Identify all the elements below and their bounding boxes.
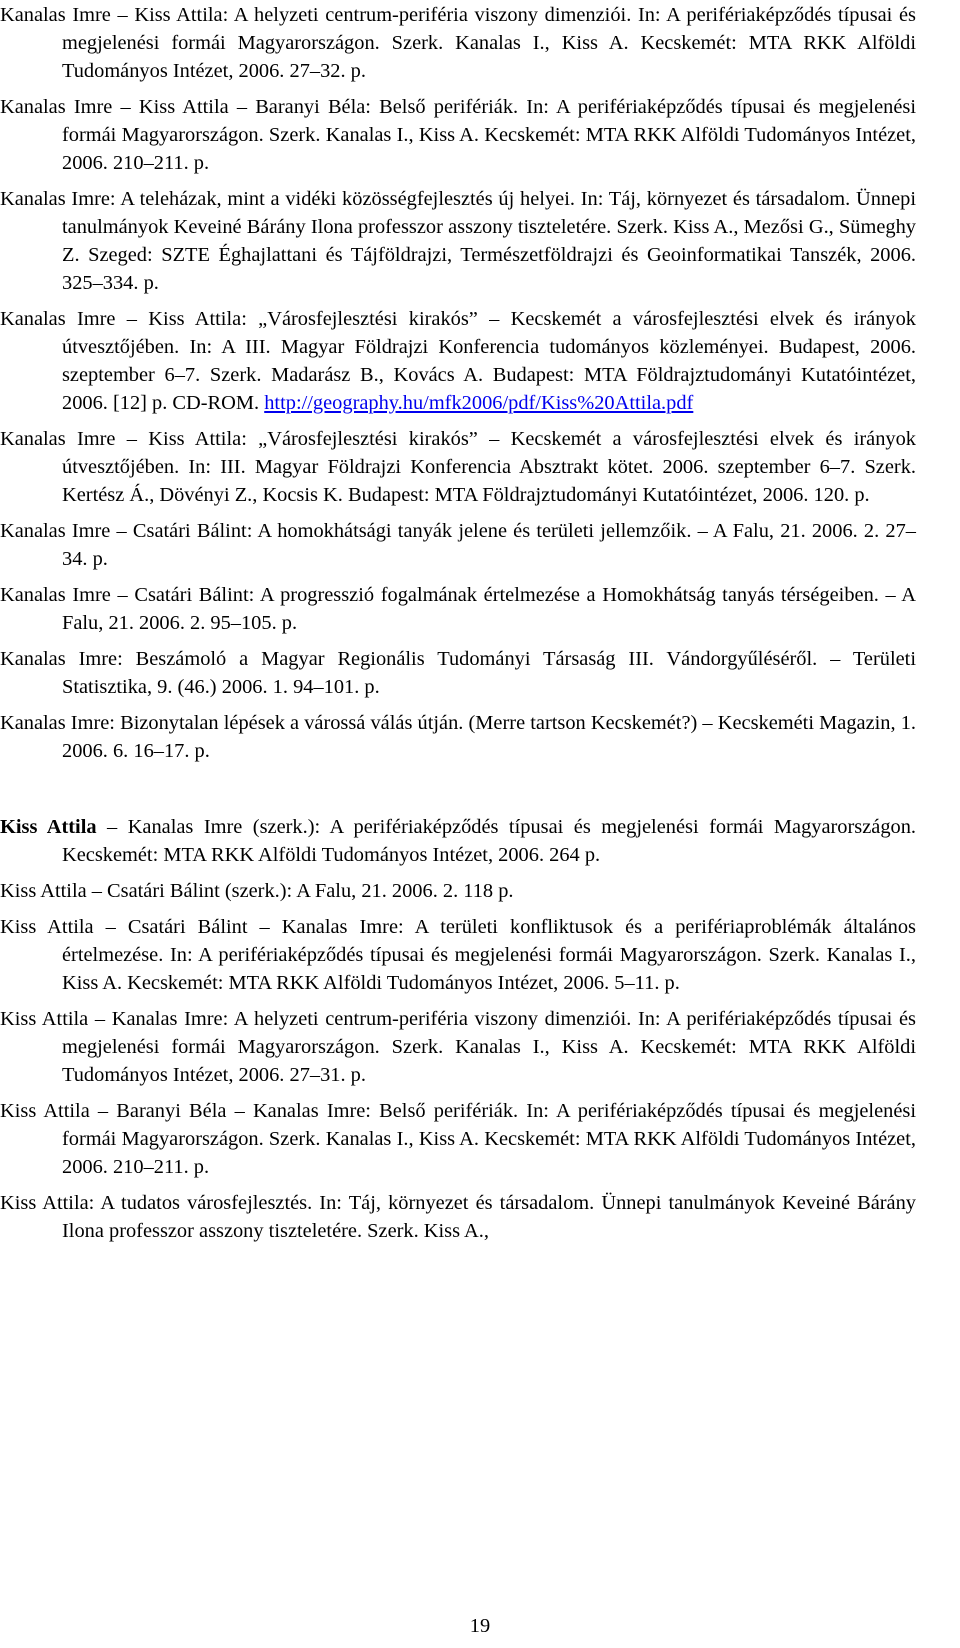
page-number: 19 [469, 1615, 491, 1637]
reference-text: Kanalas Imre – Kiss Attila – Baranyi Béla: Belső perifériák. In: A perifériaképződés típusai és megjelenési formái Magyarországon. Szerk. Kanalas I., Kiss A. Kecskemét: MTA RKK Alföldi Tudományos Intézet, 2006. 210–211. p. [0, 96, 916, 174]
reference-text: Kanalas Imre: Beszámoló a Magyar Regionális Tudományi Társaság III. Vándorgyűléséről. – Területi Statisztika, 9. (46.) 2006. 1. 94–101. p. [0, 648, 916, 698]
reference-entry [0, 1189, 916, 1245]
reference-text: Kanalas Imre – Kiss Attila: „Városfejlesztési kirakós” – Kecskemét a városfejlesztési elvek és irányok útvesztőjében. In: III. Magyar Földrajzi Konferencia Absztrakt kötet. 2006. szeptember 6–7. Szerk. Kertész Á., Dövényi Z., Kocsis K. Budapest: MTA Földrajztudományi Kutatóintézet, 2006. 120. p. [0, 428, 916, 506]
reference-text: Kanalas Imre – Csatári Bálint: A homokhátsági tanyák jelene és területi jellemzőik. – A Falu, 21. 2006. 2. 27–34. p. [0, 520, 916, 570]
reference-text: Kanalas Imre – Kiss Attila: „Városfejlesztési kirakós” – Kecskemét a városfejlesztési elvek és irányok útvesztőjében. In: A III. Magyar Földrajzi Konferencia tudományos közleményei. Budapest, 2006. szeptember 6–7. Szerk. Madarász B., Kovács A. Budapest: MTA Földrajztudományi Kutatóintézet, 2006. [12] p. CD-ROM. [0, 308, 916, 414]
reference-text: Kanalas Imre: Bizonytalan lépések a várossá válás útján. (Merre tartson Kecskemét?) – Kecskeméti Magazin, 1. 2006. 6. 16–17. p. [0, 712, 916, 762]
reference-text: Kiss Attila – Kanalas Imre: A helyzeti centrum-periféria viszony dimenziói. In: A perifériaképződés típusai és megjelenési formái Magyarországon. Szerk. Kanalas I., Kiss A. Kecskemét: MTA RKK Alföldi Tudományos Intézet, 2006. 27–31. p. [0, 1008, 916, 1086]
reference-text: Kiss Attila – Baranyi Béla – Kanalas Imre: Belső perifériák. In: A perifériaképződés típusai és megjelenési formái Magyarországon. Szerk. Kanalas I., Kiss A. Kecskemét: MTA RKK Alföldi Tudományos Intézet, 2006. 210–211. p. [0, 1100, 916, 1178]
reference-text: – Kanalas Imre (szerk.): A perifériaképződés típusai és megjelenési formái Magyarországon. Kecskemét: MTA RKK Alföldi Tudományos Intézet, 2006. 264 p. [62, 816, 916, 866]
reference-entry [0, 813, 916, 869]
reference-entry [0, 1097, 916, 1181]
reference-entry [0, 1005, 916, 1089]
reference-text: Kanalas Imre: A teleházak, mint a vidéki közösségfejlesztés új helyei. In: Táj, környezet és társadalom. Ünnepi tanulmányok Keveiné Bárány Ilona professzor asszony tiszteletére. Szerk. Kiss A., Mezősi G., Sümeghy Z. Szeged: SZTE Éghajlattani és Tájföldrajzi, Természetföldrajzi és Geoinformatikai Tanszék, 2006. 325–334. p. [0, 188, 916, 294]
reference-text: Kiss Attila: A tudatos városfejlesztés. In: Táj, környezet és társadalom. Ünnepi tanulmányok Keveiné Bárány Ilona professzor asszony tiszteletére. Szerk. Kiss A., [0, 1192, 916, 1242]
reference-entry [0, 1, 916, 85]
reference-entry [0, 645, 916, 701]
reference-entry [0, 93, 916, 177]
reference-text: Kiss Attila – Csatári Bálint – Kanalas Imre: A területi konfliktusok és a perifériaproblémák általános értelmezése. In: A perifériaképződés típusai és megjelenési formái Magyarországon. Szerk. Kanalas I., Kiss A. Kecskemét: MTA RKK Alföldi Tudományos Intézet, 2006. 5–11. p. [0, 916, 916, 994]
reference-author-bold: Kiss Attila [0, 816, 97, 838]
reference-entry [0, 425, 916, 509]
reference-link[interactable]: http://geography.hu/mfk2006/pdf/Kiss%20Attila.pdf [264, 392, 694, 414]
reference-entry [0, 913, 916, 997]
reference-text: Kiss Attila – Csatári Bálint (szerk.): A Falu, 21. 2006. 2. 118 p. [0, 880, 514, 902]
reference-text: Kanalas Imre – Kiss Attila: A helyzeti centrum-periféria viszony dimenziói. In: A perifériaképződés típusai és megjelenési formái Magyarországon. Szerk. Kanalas I., Kiss A. Kecskemét: MTA RKK Alföldi Tudományos Intézet, 2006. 27–32. p. [0, 4, 916, 82]
reference-entry [0, 517, 916, 573]
reference-text: Kanalas Imre – Csatári Bálint: A progresszió fogalmának értelmezése a Homokhátság tanyás térségeiben. – A Falu, 21. 2006. 2. 95–105. p. [0, 584, 916, 634]
reference-entry [0, 305, 916, 417]
reference-entry [0, 709, 916, 765]
reference-entry [0, 877, 916, 905]
reference-entry [0, 185, 916, 297]
reference-entry [0, 581, 916, 637]
